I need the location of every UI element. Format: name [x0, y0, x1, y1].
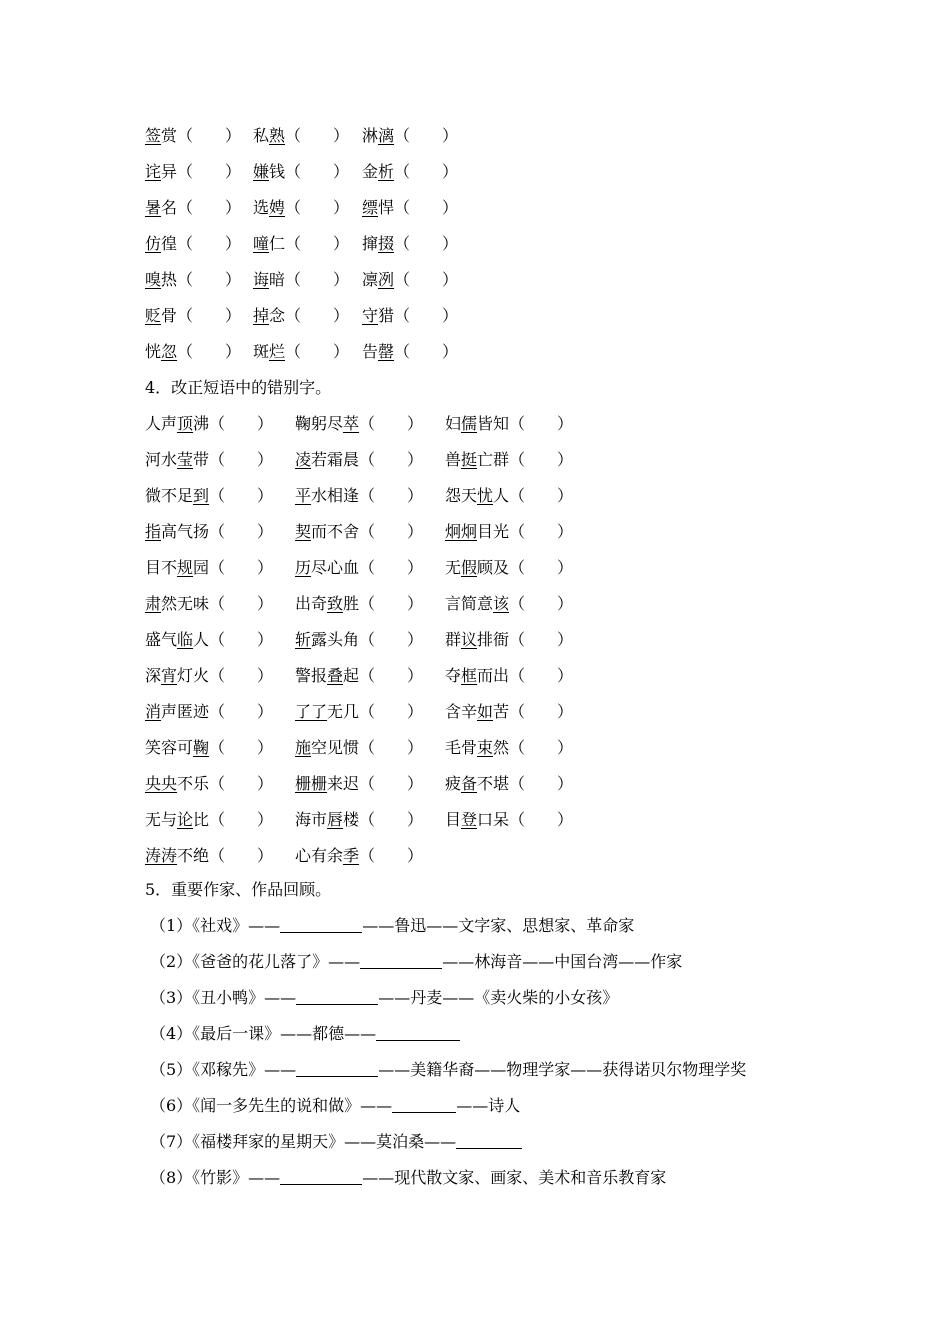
underlined-character: 烂	[269, 342, 286, 361]
underlined-character: 鞠	[193, 738, 210, 757]
review-item	[150, 1058, 746, 1082]
underlined-character: 央央	[145, 774, 178, 793]
word-text: 赏	[161, 126, 178, 145]
answer-parentheses: （ ）	[285, 126, 350, 145]
answer-parentheses: （ ）	[509, 702, 574, 721]
answer-parentheses: （ ）	[509, 774, 574, 793]
word-text: 骨	[161, 306, 178, 325]
review-item	[150, 1022, 460, 1046]
item-text: （8）《竹影》——	[150, 1168, 281, 1187]
answer-parentheses: （ ）	[509, 558, 574, 577]
answer-parentheses: （ ）	[359, 450, 424, 469]
word-item	[145, 808, 273, 832]
item-text: （1）《社戏》——	[150, 916, 281, 935]
word-item	[295, 520, 423, 544]
underlined-character: 签	[145, 126, 162, 145]
answer-parentheses: （ ）	[359, 414, 424, 433]
underlined-character: 娉	[269, 198, 286, 217]
word-text: 鞠躬尽	[295, 414, 344, 433]
word-text: 异	[161, 162, 178, 181]
word-text: 徨	[161, 234, 178, 253]
underlined-character: 束	[477, 738, 494, 757]
item-text: （2）《爸爸的花儿落了》——	[150, 952, 361, 971]
word-text: 人	[193, 630, 210, 649]
underlined-character: 析	[378, 162, 395, 181]
fill-in-blank[interactable]	[376, 1024, 460, 1041]
underlined-character: 契	[295, 522, 312, 541]
underlined-character: 历	[295, 558, 312, 577]
word-text: 顾及	[477, 558, 510, 577]
underlined-character: 忧	[477, 486, 494, 505]
word-text: 楼	[343, 810, 360, 829]
underlined-character: 缥	[362, 198, 379, 217]
underlined-character: 嫌	[253, 162, 270, 181]
word-text: 目	[445, 810, 462, 829]
word-text: 比	[193, 810, 210, 829]
answer-parentheses: （ ）	[359, 702, 424, 721]
fill-in-blank[interactable]	[456, 1132, 522, 1149]
word-item	[253, 340, 349, 364]
word-item	[145, 556, 273, 580]
word-text: 海市	[295, 810, 328, 829]
review-item	[150, 986, 618, 1010]
answer-parentheses: （ ）	[394, 198, 459, 217]
word-item	[445, 448, 573, 472]
word-text: 警报	[295, 666, 328, 685]
underlined-character: 冽	[378, 270, 395, 289]
underlined-character: 肃	[145, 594, 162, 613]
answer-parentheses: （ ）	[209, 846, 274, 865]
word-item	[145, 448, 273, 472]
word-text: 空见惯	[311, 738, 360, 757]
word-text: 然	[493, 738, 510, 757]
answer-parentheses: （ ）	[359, 846, 424, 865]
word-item	[295, 700, 423, 724]
word-text: 不绝	[177, 846, 210, 865]
word-text: 无几	[327, 702, 360, 721]
word-item	[445, 808, 573, 832]
word-item	[295, 844, 423, 868]
answer-parentheses: （ ）	[359, 666, 424, 685]
word-text: 起	[343, 666, 360, 685]
answer-parentheses: （ ）	[509, 630, 574, 649]
word-item	[445, 412, 573, 436]
word-text: 夺	[445, 666, 462, 685]
review-item	[150, 1166, 666, 1190]
word-text: 心有余	[295, 846, 344, 865]
answer-parentheses: （ ）	[177, 126, 242, 145]
word-text: 来迟	[327, 774, 360, 793]
underlined-character: 临	[177, 630, 194, 649]
word-item	[295, 412, 423, 436]
underlined-character: 涛涛	[145, 846, 178, 865]
word-item	[253, 268, 349, 292]
word-text: 妇	[445, 414, 462, 433]
word-text: 微不足	[145, 486, 194, 505]
word-text: 言简意	[445, 594, 494, 613]
fill-in-blank[interactable]	[392, 1096, 456, 1113]
underlined-character: 季	[343, 846, 360, 865]
word-item	[253, 196, 349, 220]
fill-in-blank[interactable]	[296, 1060, 378, 1077]
answer-parentheses: （ ）	[509, 414, 574, 433]
word-item	[445, 628, 573, 652]
word-text: 私	[253, 126, 270, 145]
review-item	[150, 914, 634, 938]
word-text: 盛气	[145, 630, 178, 649]
word-text: 出奇	[295, 594, 328, 613]
word-item	[295, 736, 423, 760]
underlined-character: 框	[461, 666, 478, 685]
word-item	[295, 808, 423, 832]
word-item	[145, 124, 241, 148]
word-text: 河水	[145, 450, 178, 469]
word-item	[145, 700, 273, 724]
underlined-character: 贬	[145, 306, 162, 325]
answer-parentheses: （ ）	[285, 306, 350, 325]
item-text: （3）《丑小鸭》——	[150, 988, 297, 1007]
word-item	[362, 196, 458, 220]
underlined-character: 唇	[327, 810, 344, 829]
word-item	[362, 160, 458, 184]
word-item	[145, 628, 273, 652]
answer-parentheses: （ ）	[394, 342, 459, 361]
underlined-character: 叠	[327, 666, 344, 685]
underlined-character: 莹	[177, 450, 194, 469]
word-text: 群	[445, 630, 462, 649]
answer-parentheses: （ ）	[209, 414, 274, 433]
underlined-character: 议	[461, 630, 478, 649]
word-text: 无	[445, 558, 462, 577]
answer-parentheses: （ ）	[209, 810, 274, 829]
underlined-character: 仿	[145, 234, 162, 253]
answer-parentheses: （ ）	[177, 270, 242, 289]
word-text: 皆知	[477, 414, 510, 433]
answer-parentheses: （ ）	[177, 162, 242, 181]
word-item	[145, 340, 241, 364]
underlined-character: 掉	[253, 306, 270, 325]
answer-parentheses: （ ）	[359, 738, 424, 757]
underlined-character: 暑	[145, 198, 162, 217]
word-item	[295, 772, 423, 796]
word-text: 不堪	[477, 774, 510, 793]
word-item	[145, 844, 273, 868]
word-text: 声匿迹	[161, 702, 210, 721]
word-item	[145, 664, 273, 688]
answer-parentheses: （ ）	[394, 270, 459, 289]
underlined-character: 备	[461, 774, 478, 793]
word-item	[145, 484, 273, 508]
answer-parentheses: （ ）	[285, 198, 350, 217]
underlined-character: 斩	[295, 630, 312, 649]
word-text: 选	[253, 198, 270, 217]
underlined-character: 规	[177, 558, 194, 577]
answer-parentheses: （ ）	[285, 234, 350, 253]
word-text: 人	[493, 486, 510, 505]
underlined-character: 顶	[177, 414, 194, 433]
word-text: 仁	[269, 234, 286, 253]
answer-parentheses: （ ）	[509, 450, 574, 469]
section-4-heading: 4．改正短语中的错别字。	[145, 378, 332, 397]
word-text: 排衙	[477, 630, 510, 649]
answer-parentheses: （ ）	[359, 522, 424, 541]
word-text: 无与	[145, 810, 178, 829]
fill-in-blank[interactable]	[360, 952, 442, 969]
item-text: （7）《福楼拜家的星期天》——莫泊桑——	[150, 1132, 457, 1151]
word-item	[295, 592, 423, 616]
answer-parentheses: （ ）	[509, 810, 574, 829]
answer-parentheses: （ ）	[359, 810, 424, 829]
answer-parentheses: （ ）	[509, 522, 574, 541]
underlined-character: 炯炯	[445, 522, 478, 541]
underlined-character: 忽	[161, 342, 178, 361]
word-text: 撺	[362, 234, 379, 253]
word-text: 目不	[145, 558, 178, 577]
underlined-character: 了了	[295, 702, 328, 721]
answer-parentheses: （ ）	[209, 486, 274, 505]
word-item	[295, 448, 423, 472]
answer-parentheses: （ ）	[285, 270, 350, 289]
underlined-character: 致	[327, 594, 344, 613]
review-item	[150, 950, 682, 974]
fill-in-blank[interactable]	[280, 916, 362, 933]
word-text: 若霜晨	[311, 450, 360, 469]
word-text: 目光	[477, 522, 510, 541]
answer-parentheses: （ ）	[209, 774, 274, 793]
underlined-character: 登	[461, 810, 478, 829]
word-text: 亡群	[477, 450, 510, 469]
word-text: 怨天	[445, 486, 478, 505]
word-item	[362, 232, 458, 256]
answer-parentheses: （ ）	[394, 162, 459, 181]
answer-parentheses: （ ）	[394, 306, 459, 325]
answer-parentheses: （ ）	[509, 666, 574, 685]
answer-parentheses: （ ）	[285, 162, 350, 181]
underlined-character: 施	[295, 738, 312, 757]
answer-parentheses: （ ）	[209, 738, 274, 757]
item-text: ——现代散文家、画家、美术和音乐教育家	[362, 1168, 667, 1187]
word-text: 灯火	[177, 666, 210, 685]
word-text: 胜	[343, 594, 360, 613]
word-text: 兽	[445, 450, 462, 469]
answer-parentheses: （ ）	[285, 342, 350, 361]
answer-parentheses: （ ）	[209, 702, 274, 721]
word-text: 钱	[269, 162, 286, 181]
underlined-character: 到	[193, 486, 210, 505]
word-text: 尽心血	[311, 558, 360, 577]
answer-parentheses: （ ）	[209, 558, 274, 577]
word-item	[253, 304, 349, 328]
underlined-character: 熟	[269, 126, 286, 145]
underlined-character: 凌	[295, 450, 312, 469]
word-text: 含辛	[445, 702, 478, 721]
word-text: 热	[161, 270, 178, 289]
word-item	[362, 304, 458, 328]
underlined-character: 论	[177, 810, 194, 829]
word-text: 毛骨	[445, 738, 478, 757]
underlined-character: 诧	[145, 162, 162, 181]
underlined-character: 如	[477, 702, 494, 721]
word-item	[445, 520, 573, 544]
word-text: 念	[269, 306, 286, 325]
review-item	[150, 1094, 520, 1118]
underlined-character: 假	[461, 558, 478, 577]
underlined-character: 诲	[253, 270, 270, 289]
word-item	[145, 520, 273, 544]
answer-parentheses: （ ）	[359, 558, 424, 577]
word-item	[145, 196, 241, 220]
answer-parentheses: （ ）	[509, 594, 574, 613]
answer-parentheses: （ ）	[509, 738, 574, 757]
word-text: 然无味	[161, 594, 210, 613]
answer-parentheses: （ ）	[359, 594, 424, 613]
underlined-character: 栅栅	[295, 774, 328, 793]
underlined-character: 噇	[253, 234, 270, 253]
word-item	[445, 556, 573, 580]
answer-parentheses: （ ）	[177, 342, 242, 361]
word-item	[145, 232, 241, 256]
answer-parentheses: （ ）	[394, 126, 459, 145]
word-item	[295, 628, 423, 652]
word-text: 名	[161, 198, 178, 217]
word-text: 悍	[378, 198, 395, 217]
underlined-character: 罄	[378, 342, 395, 361]
word-text: 暗	[269, 270, 286, 289]
word-text: 高气扬	[161, 522, 210, 541]
word-item	[362, 124, 458, 148]
word-text: 而出	[477, 666, 510, 685]
item-text: ——鲁迅——文字家、思想家、革命家	[362, 916, 635, 935]
underlined-character: 守	[362, 306, 379, 325]
answer-parentheses: （ ）	[209, 594, 274, 613]
word-text: 口呆	[477, 810, 510, 829]
word-text: 人声	[145, 414, 178, 433]
item-text: ——诗人	[456, 1096, 521, 1115]
word-item	[445, 736, 573, 760]
word-text: 带	[193, 450, 210, 469]
answer-parentheses: （ ）	[209, 666, 274, 685]
answer-parentheses: （ ）	[209, 630, 274, 649]
answer-parentheses: （ ）	[394, 234, 459, 253]
word-text: 水相逢	[311, 486, 360, 505]
word-text: 露头角	[311, 630, 360, 649]
item-text: ——美籍华裔——物理学家——获得诺贝尔物理学奖	[378, 1060, 747, 1079]
word-item	[253, 160, 349, 184]
answer-parentheses: （ ）	[177, 234, 242, 253]
word-item	[362, 340, 458, 364]
underlined-character: 漓	[378, 126, 395, 145]
section-5-heading: 5．重要作家、作品回顾。	[145, 880, 332, 899]
word-item	[145, 736, 273, 760]
word-text: 告	[362, 342, 379, 361]
word-item	[145, 304, 241, 328]
fill-in-blank[interactable]	[280, 1168, 362, 1185]
underlined-character: 挺	[461, 450, 478, 469]
word-text: 笑容可	[145, 738, 194, 757]
word-item	[445, 664, 573, 688]
word-item	[145, 160, 241, 184]
word-item	[145, 268, 241, 292]
word-item	[253, 232, 349, 256]
word-text: 深	[145, 666, 162, 685]
word-text: 不乐	[177, 774, 210, 793]
underlined-character: 宵	[161, 666, 178, 685]
word-item	[445, 484, 573, 508]
word-item	[145, 772, 273, 796]
underlined-character: 该	[493, 594, 510, 613]
word-item	[145, 412, 273, 436]
answer-parentheses: （ ）	[359, 630, 424, 649]
underlined-character: 平	[295, 486, 312, 505]
word-item	[145, 592, 273, 616]
word-text: 斑	[253, 342, 270, 361]
word-text: 疲	[445, 774, 462, 793]
word-text: 园	[193, 558, 210, 577]
underlined-character: 指	[145, 522, 162, 541]
word-text: 恍	[145, 342, 162, 361]
answer-parentheses: （ ）	[359, 774, 424, 793]
word-item	[445, 592, 573, 616]
word-text: 而不舍	[311, 522, 360, 541]
answer-parentheses: （ ）	[177, 306, 242, 325]
word-item	[445, 772, 573, 796]
answer-parentheses: （ ）	[359, 486, 424, 505]
word-item	[295, 484, 423, 508]
word-item	[445, 700, 573, 724]
fill-in-blank[interactable]	[296, 988, 378, 1005]
item-text: ——丹麦——《卖火柴的小女孩》	[378, 988, 619, 1007]
item-text: ——林海音——中国台湾——作家	[442, 952, 683, 971]
word-item	[362, 268, 458, 292]
answer-parentheses: （ ）	[177, 198, 242, 217]
underlined-character: 儒	[461, 414, 478, 433]
word-text: 沸	[193, 414, 210, 433]
word-item	[253, 124, 349, 148]
answer-parentheses: （ ）	[509, 486, 574, 505]
answer-parentheses: （ ）	[209, 522, 274, 541]
item-text: （4）《最后一课》——都德——	[150, 1024, 377, 1043]
underlined-character: 掇	[378, 234, 395, 253]
answer-parentheses: （ ）	[209, 450, 274, 469]
underlined-character: 萃	[343, 414, 360, 433]
item-text: （6）《闻一多先生的说和做》——	[150, 1096, 393, 1115]
word-text: 猎	[378, 306, 395, 325]
word-text: 苦	[493, 702, 510, 721]
word-text: 金	[362, 162, 379, 181]
underlined-character: 消	[145, 702, 162, 721]
review-item	[150, 1130, 522, 1154]
underlined-character: 嗅	[145, 270, 162, 289]
word-text: 淋	[362, 126, 379, 145]
item-text: （5）《邓稼先》——	[150, 1060, 297, 1079]
word-item	[295, 664, 423, 688]
word-text: 凛	[362, 270, 379, 289]
word-item	[295, 556, 423, 580]
